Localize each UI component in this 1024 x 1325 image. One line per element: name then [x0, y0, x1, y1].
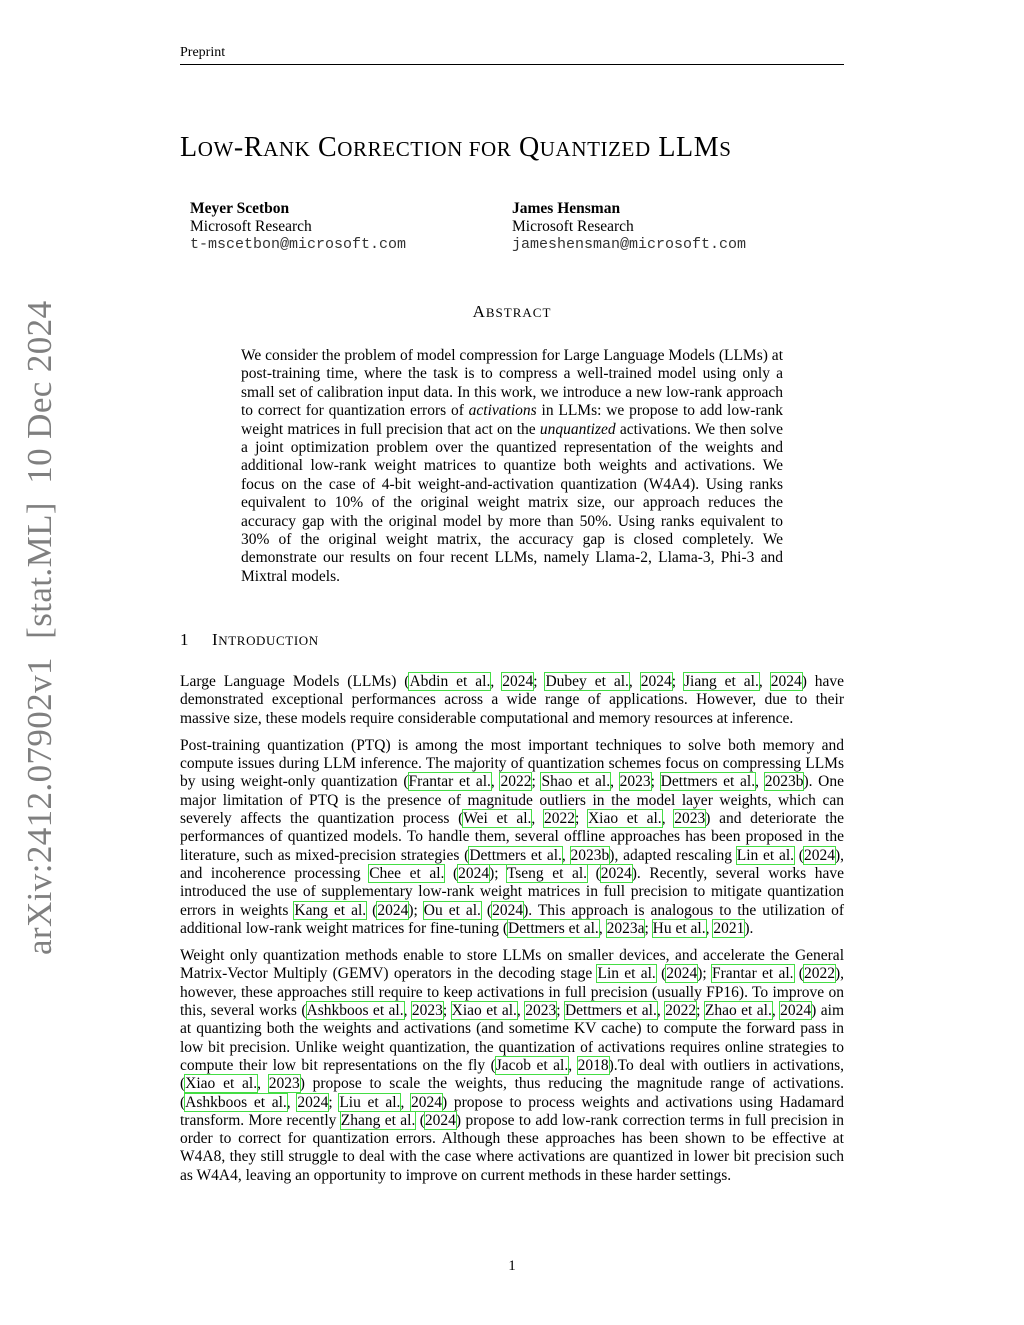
text-segment: ;: [442, 1002, 452, 1020]
citation-link[interactable]: Dettmers et al.: [564, 1002, 657, 1020]
author-affiliation: Microsoft Research: [512, 218, 634, 235]
text-segment: ,: [598, 919, 607, 937]
abstract-segment: activations. We then solve a joint optimization problem over the quantized representation of the weights and additional low-rank weight matrices to quantize both weights and activations. We focus on the case of 4-bit weight-and-activation quantization (W4A4). Using ranks equivalent to 10% of the original weight matrix size, our approach reduces the accuracy gap with the original model by more than 50%. Using ranks equivalent to 30% of the original weight matrix, the accuracy gap is closed completely. We demonstrate our results on four recent LLMs, namely Llama-2, Llama-3, Phi-3 and Mixtral models.: [241, 420, 783, 585]
text-segment: ,: [531, 810, 544, 828]
text-segment: ;: [650, 773, 661, 791]
text-segment: Large Language Models (LLMs) (: [180, 673, 410, 690]
text-segment: ;: [644, 919, 653, 937]
running-header: [180, 45, 844, 65]
text-segment: ,: [257, 1075, 269, 1093]
text-segment: ,: [705, 919, 714, 937]
abstract-emphasis: unquantized: [539, 420, 616, 438]
citation-link[interactable]: Frantar et al.: [711, 965, 794, 983]
citation-link[interactable]: Zhao et al.: [704, 1002, 772, 1020]
text-segment: );: [697, 965, 712, 983]
citation-link[interactable]: Lin et al.: [597, 965, 656, 983]
citation-link[interactable]: 2022: [500, 773, 532, 791]
citation-link[interactable]: 2023: [268, 1075, 300, 1093]
citation-link[interactable]: Xiao et al.: [451, 1002, 517, 1020]
title-part: UANTIZED: [539, 137, 651, 161]
title-part: OW: [197, 137, 234, 161]
text-segment: Post-training quantization (PTQ) is among the most important techniques to solve both memory and compute issues during LLM inference. The majority of quantization schemes focus on compressing LLMs by using weight-only quantization (: [180, 736, 844, 791]
text-segment: (: [480, 901, 493, 919]
author-block: [190, 200, 406, 254]
citation-link[interactable]: Zhang et al.: [340, 1111, 416, 1129]
citation-link[interactable]: 2024: [458, 864, 490, 882]
abstract-segment: in LLMs: we propose to add low-rank weight matrices in full precision that act on the: [241, 402, 783, 438]
title-part: S: [719, 137, 732, 161]
text-segment: ), and incoherence processing: [180, 846, 844, 882]
citation-link[interactable]: 2024: [297, 1093, 329, 1111]
citation-link[interactable]: Frantar et al.: [408, 773, 491, 791]
citation-link[interactable]: 2022: [665, 1002, 697, 1020]
abstract-text: [241, 347, 783, 586]
title-part: C: [310, 132, 338, 163]
text-segment: (: [444, 864, 459, 882]
text-segment: ,: [516, 1002, 526, 1020]
text-segment: ).To deal with outliers in activations, (: [180, 1056, 844, 1093]
citation-link[interactable]: 2021: [713, 919, 745, 937]
text-segment: (: [794, 846, 804, 864]
citation-link[interactable]: Ashkboos et al.: [185, 1093, 287, 1111]
citation-link[interactable]: Ou et al.: [423, 901, 481, 919]
title-part: ANK: [263, 137, 311, 161]
abstract-emphasis: activations: [468, 402, 537, 420]
text-segment: ,: [771, 1002, 781, 1020]
title-part: L: [180, 132, 198, 163]
citation-link[interactable]: Jacob et al.: [495, 1056, 569, 1074]
paper-title: [180, 132, 732, 164]
citation-link[interactable]: 2024: [780, 1002, 812, 1020]
text-segment: ,: [610, 773, 620, 791]
text-segment: ). Recently, several works have introduced the use of supplementary low-rank weight matrices in full precision to mitigate quantization errors in weights: [180, 864, 844, 919]
text-segment: (: [587, 864, 601, 882]
citation-link[interactable]: Kang et al.: [294, 901, 367, 919]
title-part: -R: [233, 132, 264, 163]
citation-link[interactable]: 2023b: [764, 773, 804, 791]
text-segment: (: [366, 901, 378, 919]
text-segment: ,: [661, 810, 675, 828]
text-segment: ,: [400, 1093, 411, 1111]
text-segment: );: [489, 864, 507, 882]
title-part: Q: [511, 132, 540, 163]
text-segment: ;: [556, 1002, 565, 1020]
citation-link[interactable]: Jiang et al.: [684, 673, 759, 690]
citation-link[interactable]: Abdin et al.: [409, 673, 491, 690]
text-segment: ;: [696, 1002, 705, 1020]
text-segment: ). This approach is analogous to the utilization of additional low-rank weight matrices for fine-tuning (: [180, 901, 844, 937]
text-segment: ,: [490, 673, 503, 690]
title-part: ORRECTION FOR: [337, 137, 512, 161]
citation-link[interactable]: 2023: [411, 1002, 443, 1020]
author-block: [512, 200, 746, 254]
text-segment: ,: [490, 773, 501, 791]
text-segment: ,: [561, 846, 571, 864]
author-name: Meyer Scetbon: [190, 200, 290, 217]
citation-link[interactable]: 2022: [543, 810, 575, 828]
author-affiliation: Microsoft Research: [190, 218, 312, 235]
citation-link[interactable]: 2023b: [570, 846, 610, 864]
heading-part: A: [472, 302, 486, 321]
text-segment: ) propose to scale the weights, thus reducing the magnitude range of activations. (: [180, 1075, 844, 1111]
text-segment: ) aim at quantizing both the weights and activations (and sometime KV cache) to compute the forward pass in low bit precision. Unlike weight quantization, the quantization of activations requires online strategies to compute their low bit representations on the fly (: [180, 1002, 845, 1074]
text-segment: ,: [755, 773, 765, 791]
citation-link[interactable]: Ashkboos et al.: [306, 1002, 404, 1020]
text-segment: ,: [758, 673, 771, 690]
citation-link[interactable]: 2024: [424, 1111, 456, 1129]
citation-link[interactable]: Dettmers et al.: [507, 919, 599, 937]
introduction-body: [180, 673, 844, 1194]
text-segment: ;: [533, 673, 546, 690]
text-segment: ).: [744, 919, 754, 937]
text-segment: ,: [403, 1002, 412, 1020]
text-segment: );: [408, 901, 424, 919]
heading-part: I: [212, 630, 219, 649]
citation-link[interactable]: 2018: [577, 1056, 609, 1074]
citation-link[interactable]: Liu et al.: [339, 1093, 401, 1111]
heading-part: BSTRACT: [485, 305, 552, 320]
header-label: Preprint: [180, 45, 226, 60]
citation-link[interactable]: 2024: [640, 673, 672, 690]
author-email[interactable]: jameshensman@microsoft.com: [512, 236, 747, 253]
text-segment: ,: [286, 1093, 298, 1111]
heading-part: NTRODUCTION: [218, 633, 319, 648]
text-segment: ), however, these approaches still require to keep activations in full precision (usually FP16). To improve on this, several works (: [180, 965, 844, 1020]
text-segment: (: [793, 965, 804, 983]
paragraph: [180, 673, 844, 728]
citation-link[interactable]: Shao et al.: [541, 773, 611, 791]
author-email[interactable]: t-mscetbon@microsoft.com: [190, 236, 407, 253]
citation-link[interactable]: 2023a: [606, 919, 645, 937]
citation-link[interactable]: Dettmers et al.: [660, 773, 756, 791]
author-name: James Hensman: [512, 200, 621, 217]
paragraph: [180, 947, 844, 1185]
page-number: 1: [508, 1258, 516, 1274]
citation-link[interactable]: 2024: [770, 673, 802, 690]
text-segment: ;: [574, 810, 588, 828]
section-heading-introduction: [180, 630, 319, 650]
citation-link[interactable]: 2024: [666, 965, 698, 983]
text-segment: Weight only quantization methods enable to store LLMs on smaller devices, and accelerate the General Matrix-Vector Multiply (GEMV) operators in the decoding stage: [180, 947, 844, 983]
citation-link[interactable]: 2022: [803, 965, 835, 983]
text-segment: ). One major limitation of PTQ is the presence of magnitude outliers in the model layer weights, which can severely affects the quantization process (: [180, 773, 844, 828]
text-segment: ), adapted rescaling: [609, 846, 737, 864]
citation-link[interactable]: Tseng et al.: [506, 864, 588, 882]
text-segment: ) propose to add low-rank correction terms in full precision in order to correct for quantization errors. Although these approaches has been shown to be effective at W4A8, they still struggle to deal with the case where activations are quantized in lower bit precision such as W4A4, leaving an opportunity to improve on current methods in these harder settings.: [180, 1111, 844, 1184]
text-segment: ;: [531, 773, 542, 791]
citation-link[interactable]: 2023: [525, 1002, 557, 1020]
citation-link[interactable]: Dubey et al.: [545, 673, 629, 690]
citation-link[interactable]: Hu et al.: [652, 919, 706, 937]
text-segment: ;: [671, 673, 684, 690]
text-segment: ,: [568, 1056, 578, 1074]
paragraph: [180, 737, 844, 938]
text-segment: ) and deteriorate the performances of quantized models. To handle them, several offline approaches has been proposed in the literature, such as mixed-precision strategies (: [180, 810, 845, 864]
section-number: 1: [180, 630, 190, 649]
text-segment: (: [415, 1111, 425, 1129]
citation-link[interactable]: 2024: [492, 901, 524, 919]
citation-link[interactable]: 2024: [377, 901, 409, 919]
citation-link[interactable]: Wei et al.: [463, 810, 532, 828]
text-segment: ) have demonstrated exceptional performances across a wide range of applications. However, due to their massive size, these models require considerable computational and memory resources at inference.: [180, 673, 845, 727]
text-segment: ,: [628, 673, 641, 690]
citation-link[interactable]: 2023: [619, 773, 651, 791]
abstract-heading: [0, 302, 1024, 322]
citation-link[interactable]: 2024: [410, 1093, 442, 1111]
citation-link[interactable]: 2024: [600, 864, 632, 882]
arxiv-identifier-stamp: arXiv:2412.07902v1 [stat.ML] 10 Dec 2024: [20, 300, 59, 955]
text-segment: (: [655, 965, 667, 983]
text-segment: ,: [656, 1002, 666, 1020]
citation-link[interactable]: Xiao et al.: [587, 810, 662, 828]
citation-link[interactable]: 2024: [502, 673, 534, 690]
citation-link[interactable]: Xiao et al.: [185, 1075, 258, 1093]
citation-link[interactable]: Dettmers et al.: [469, 846, 562, 864]
abstract-segment: We consider the problem of model compression for Large Language Models (LLMs) at post-training time, where the task is to compress a well-trained model using only a small set of calibration input data. In this work, we introduce a new low-rank approach to correct for quantization errors of: [241, 347, 783, 420]
citation-link[interactable]: Chee et al.: [369, 864, 445, 882]
citation-link[interactable]: 2024: [803, 846, 835, 864]
citation-link[interactable]: Lin et al.: [736, 846, 795, 864]
citation-link[interactable]: 2023: [674, 810, 706, 828]
text-segment: ;: [328, 1093, 340, 1111]
title-part: LLM: [650, 132, 720, 163]
text-segment: ) propose to process weights and activations using Hadamard transform. More recently: [180, 1093, 845, 1129]
